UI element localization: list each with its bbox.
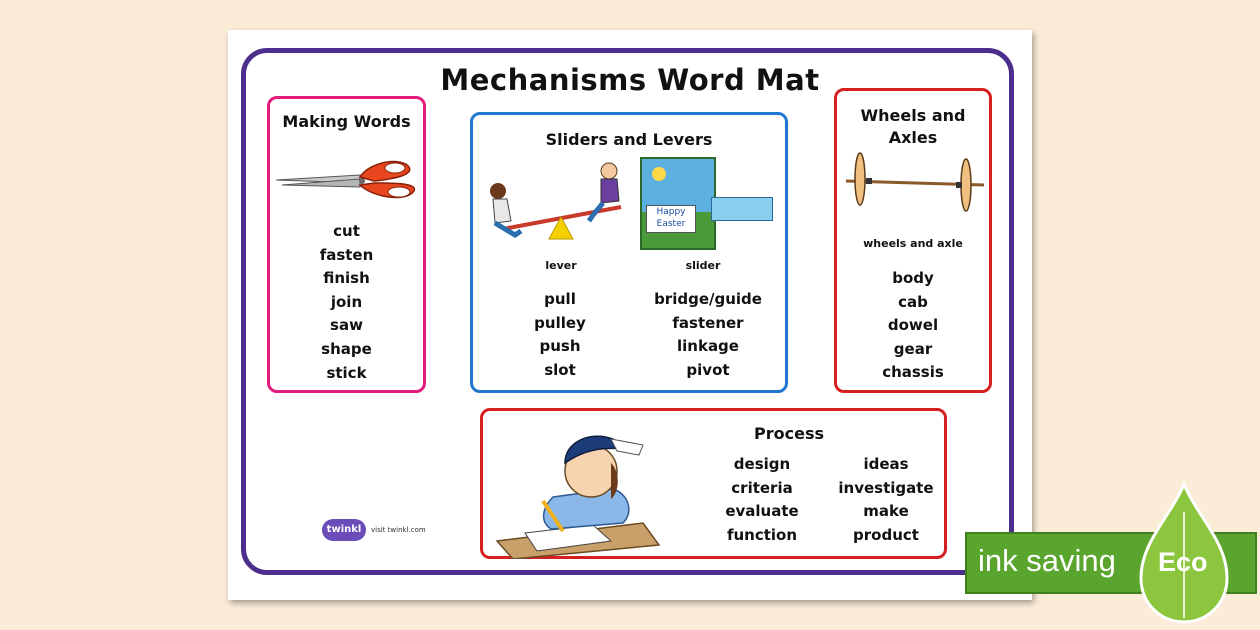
page-title: Mechanisms Word Mat [440,63,820,97]
list-item: pull [544,290,576,308]
list-item: slot [544,360,576,379]
list-item: function [726,525,798,544]
list-item: cab [898,292,928,311]
list-item: finish [323,269,370,288]
list-item: linkage [677,337,739,356]
twinkl-logo: twinkl [322,519,366,541]
wheel-axle-icon [840,151,988,215]
child-writing-illustration [493,427,663,559]
list-item: saw [330,316,363,335]
list-item: ideas [863,455,909,473]
list-item: chassis [882,363,944,382]
process-heading: Process [754,424,824,443]
list-item: bridge/guide [654,290,762,308]
wheels-words-list [837,267,989,385]
list-item: criteria [731,478,793,497]
list-item: push [539,337,581,356]
list-item: fastener [672,313,744,332]
wheels-axles-box [834,88,992,393]
list-item: make [863,502,909,521]
list-item: pulley [534,313,586,332]
sliders-levers-box [470,112,788,393]
eco-badge-label: Eco [1158,547,1208,577]
sliders-right-words [643,288,773,382]
visit-link-text: visit twinkl.com [371,526,426,534]
ink-saving-label: ink saving [978,543,1116,578]
card-text-1: Happy [656,207,686,217]
list-item: shape [321,339,372,358]
list-item: dowel [887,316,939,335]
sliders-left-words [515,288,605,382]
slider-caption: slider [685,259,721,272]
list-item: cut [333,222,360,240]
list-item: fasten [319,245,374,264]
list-item: body [892,269,934,287]
list-item: pivot [686,360,730,379]
slider-strip [711,197,773,221]
making-words-list [270,220,423,385]
list-item: gear [893,339,933,358]
easter-card [640,157,716,250]
wheels-caption: wheels and axle [863,237,963,250]
list-item: stick [326,363,367,382]
list-item: design [733,455,791,473]
word-mat-sheet [228,30,1032,600]
seesaw-illustration [481,159,641,249]
list-item: join [330,292,363,311]
making-words-heading: Making Words [282,112,411,131]
making-words-box [267,96,426,393]
card-text-2: Easter [656,219,686,229]
process-box [480,408,947,559]
sliders-levers-heading: Sliders and Levers [545,130,713,149]
scissors-icon [274,153,424,213]
list-item: product [853,525,919,544]
list-item: investigate [838,478,934,497]
process-right-words [821,453,951,547]
wheels-axles-heading: Wheels and Axles [860,106,966,147]
lever-caption: lever [545,259,577,272]
list-item: evaluate [725,502,799,521]
process-left-words [707,453,817,547]
